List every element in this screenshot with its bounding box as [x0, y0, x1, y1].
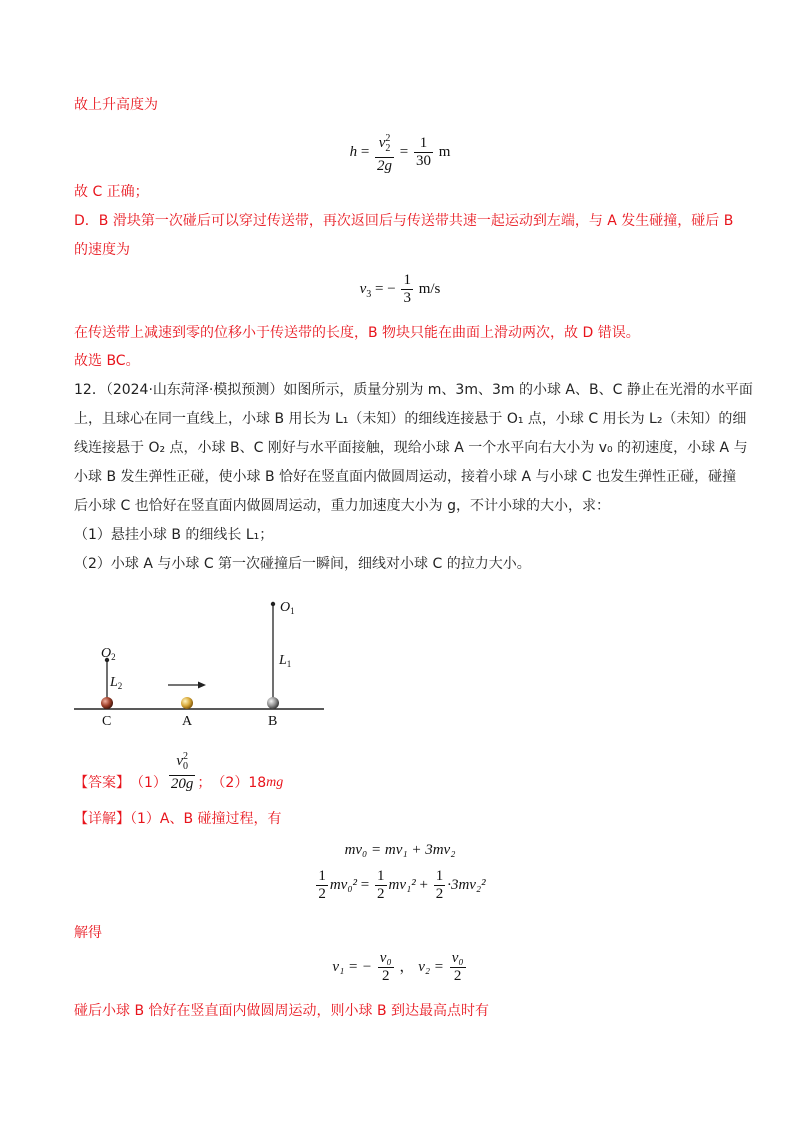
- text-line: 故选 BC。: [74, 353, 140, 369]
- question-12-line: 上，且球心在同一直线上，小球 B 用长为 L₁（未知）的细线连接悬于 O₁ 点，小球 C 用长为 L₂（未知）的细: [74, 411, 747, 427]
- equation-solution: v₁ = − $\frac{\text{v₀}}{2}$ ， v₂ = $\frac{\text{v₀}}{2}$: [332, 950, 464, 984]
- question-12-line: 后小球 C 也恰好在竖直面内做圆周运动，重力加速度大小为 g，不计小球的大小，求：: [74, 498, 611, 514]
- ball-c: [101, 697, 113, 709]
- text-line: 解得: [74, 925, 102, 941]
- pendulum-figure: [60, 590, 340, 730]
- text-line: 在传送带上减速到零的位移小于传送带的长度，B 物块只能在曲面上滑动两次，故 D 错误。: [74, 325, 640, 341]
- question-part-1: （1）悬挂小球 B 的细线长 L₁；: [74, 527, 274, 543]
- answer-line: 【答案】 （1） $\frac{v^2_0}{20g}$ ； （2）18 mg: [74, 748, 730, 794]
- text-line: 的速度为: [74, 242, 130, 258]
- equation-momentum: mv₀ = mv₁ + 3mv₂: [344, 842, 456, 858]
- text-line: D．B 滑块第一次碰后可以穿过传送带，再次返回后与传送带共速一起运动到左端，与 A 发生碰撞，碰后 B: [74, 213, 734, 229]
- detail-line: 【详解】（1）A、B 碰撞过程，有: [74, 811, 282, 827]
- text-line: 故 C 正确；: [74, 184, 149, 200]
- text-line: 碰后小球 B 恰好在竖直面内做圆周运动，则小球 B 到达最高点时有: [74, 1003, 490, 1019]
- label-c: C: [102, 714, 112, 729]
- label-o1: $O_1$: [280, 600, 295, 616]
- label-b: B: [268, 714, 278, 729]
- label-o2: $O_2$: [101, 646, 116, 662]
- equation-height: h = $\frac{v^2_2}{2g}$ = $\frac{1}{30}$ m: [0, 130, 800, 175]
- question-12-line: 线连接悬于 O₂ 点，小球 B、C 刚好与水平面接触，现给小球 A 一个水平向右大小为 v₀ 的初速度，小球 A 与: [74, 440, 748, 456]
- label-l2: $L_2$: [110, 675, 123, 691]
- equation-v3: $v_3$ = − $\frac{1}{3}$ m/s: [359, 272, 441, 306]
- arrow-head: [198, 682, 206, 689]
- question-12-line: 12．（2024·山东菏泽·模拟预测）如图所示，质量分别为 m、3m、3m 的小球 A、B、C 静止在光滑的水平面: [74, 382, 753, 398]
- ball-a: [181, 697, 193, 709]
- ball-b: [267, 697, 279, 709]
- equation-energy: $\frac{1}{2}$ mv₀² = $\frac{1}{2}$ mv₁² + $\frac{1}{2}$ ·3mv₂²: [318, 868, 486, 902]
- text-line: 故上升高度为: [74, 97, 158, 113]
- question-part-2: （2）小球 A 与小球 C 第一次碰撞后一瞬间，细线对小球 C 的拉力大小。: [74, 556, 531, 572]
- question-12-line: 小球 B 发生弹性正碰，使小球 B 恰好在竖直面内做圆周运动，接着小球 A 与小球 C 也发生弹性正碰，碰撞: [74, 469, 737, 485]
- label-l1: $L_1$: [279, 653, 292, 669]
- label-a: A: [182, 714, 193, 729]
